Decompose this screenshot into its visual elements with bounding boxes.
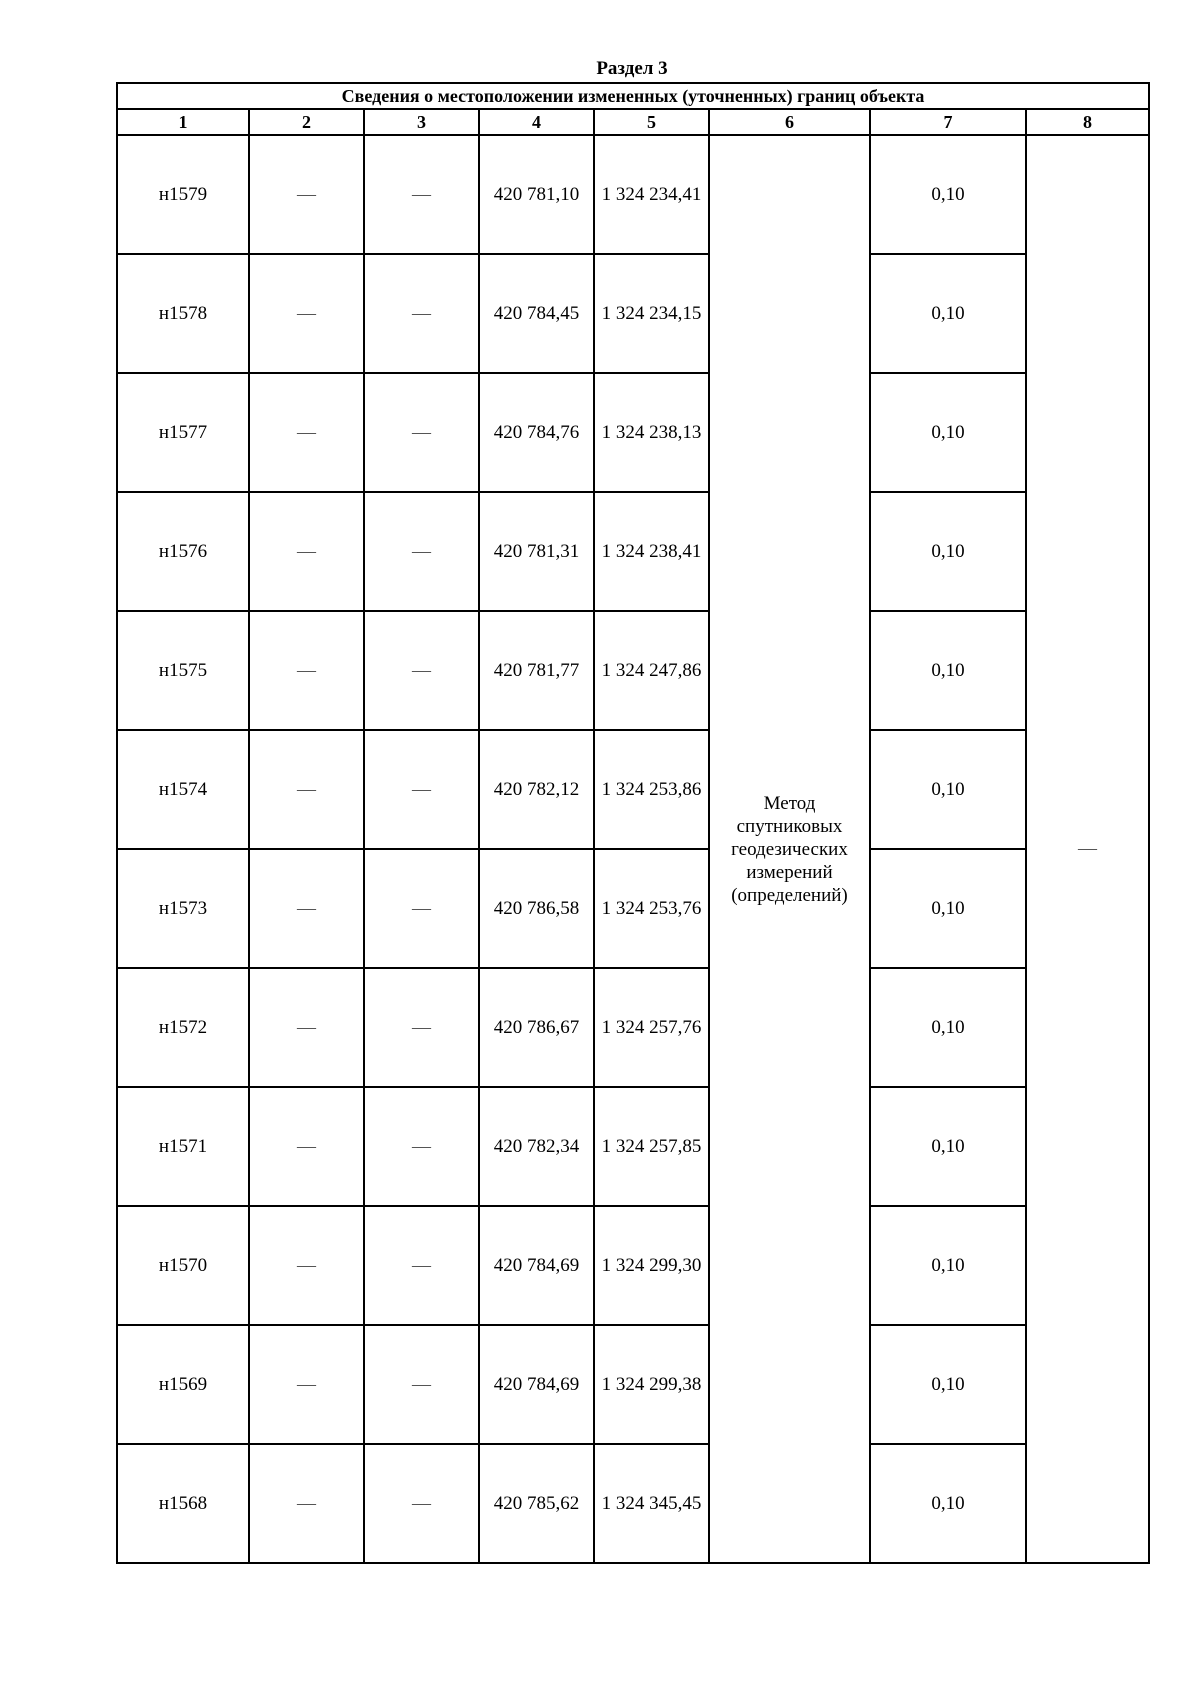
point-number-cell: н1571: [117, 1087, 249, 1206]
y-coordinate-cell: 1 324 234,15: [594, 254, 709, 373]
table-caption-row: [117, 83, 1149, 109]
method-cell: [709, 135, 870, 1563]
accuracy-cell: 0,10: [870, 968, 1026, 1087]
table-row: [117, 849, 1149, 968]
table-caption: Сведения о местоположении измененных (уточненных) границ объекта: [117, 83, 1149, 109]
column-3-cell: —: [364, 1087, 479, 1206]
accuracy-cell: 0,10: [870, 135, 1026, 254]
accuracy-cell: 0,10: [870, 492, 1026, 611]
column-3-cell: —: [364, 730, 479, 849]
accuracy-cell: 0,10: [870, 611, 1026, 730]
column-3-cell: —: [364, 611, 479, 730]
table-row: [117, 611, 1149, 730]
x-coordinate-cell: 420 781,31: [479, 492, 594, 611]
column-2-cell: —: [249, 1444, 364, 1563]
method-line: геодезических: [731, 838, 848, 860]
column-2-cell: —: [249, 135, 364, 254]
table-row: [117, 135, 1149, 254]
column-2-cell: —: [249, 730, 364, 849]
table-row: [117, 1087, 1149, 1206]
column-number: 4: [479, 109, 594, 135]
accuracy-cell: 0,10: [870, 730, 1026, 849]
column-number-row: [117, 109, 1149, 135]
table-row: [117, 1444, 1149, 1563]
accuracy-cell: 0,10: [870, 1325, 1026, 1444]
x-coordinate-cell: 420 782,12: [479, 730, 594, 849]
accuracy-cell: 0,10: [870, 373, 1026, 492]
boundary-coordinates-table: [116, 82, 1150, 1564]
column-2-cell: —: [249, 492, 364, 611]
column-8-cell: —: [1026, 135, 1149, 1563]
y-coordinate-cell: 1 324 299,38: [594, 1325, 709, 1444]
method-line: Метод: [763, 792, 816, 814]
column-2-cell: —: [249, 968, 364, 1087]
x-coordinate-cell: 420 781,77: [479, 611, 594, 730]
y-coordinate-cell: 1 324 247,86: [594, 611, 709, 730]
y-coordinate-cell: 1 324 345,45: [594, 1444, 709, 1563]
table-row: [117, 254, 1149, 373]
point-number-cell: н1575: [117, 611, 249, 730]
y-coordinate-cell: 1 324 253,86: [594, 730, 709, 849]
table-row: [117, 968, 1149, 1087]
x-coordinate-cell: 420 784,69: [479, 1206, 594, 1325]
point-number-cell: н1576: [117, 492, 249, 611]
point-number-cell: н1577: [117, 373, 249, 492]
column-3-cell: —: [364, 135, 479, 254]
table-row: [117, 1206, 1149, 1325]
column-3-cell: —: [364, 968, 479, 1087]
column-number: 7: [870, 109, 1026, 135]
point-number-cell: н1569: [117, 1325, 249, 1444]
column-3-cell: —: [364, 1206, 479, 1325]
point-number-cell: н1573: [117, 849, 249, 968]
point-number-cell: н1568: [117, 1444, 249, 1563]
y-coordinate-cell: 1 324 257,76: [594, 968, 709, 1087]
x-coordinate-cell: 420 786,67: [479, 968, 594, 1087]
column-3-cell: —: [364, 1444, 479, 1563]
y-coordinate-cell: 1 324 234,41: [594, 135, 709, 254]
x-coordinate-cell: 420 785,62: [479, 1444, 594, 1563]
method-line: измерений: [746, 861, 833, 883]
accuracy-cell: 0,10: [870, 1444, 1026, 1563]
table-row: [117, 1325, 1149, 1444]
column-2-cell: —: [249, 1087, 364, 1206]
point-number-cell: н1574: [117, 730, 249, 849]
column-number: 3: [364, 109, 479, 135]
column-number: 1: [117, 109, 249, 135]
table-row: [117, 373, 1149, 492]
accuracy-cell: 0,10: [870, 254, 1026, 373]
y-coordinate-cell: 1 324 253,76: [594, 849, 709, 968]
x-coordinate-cell: 420 784,69: [479, 1325, 594, 1444]
column-3-cell: —: [364, 254, 479, 373]
point-number-cell: н1570: [117, 1206, 249, 1325]
accuracy-cell: 0,10: [870, 1206, 1026, 1325]
column-2-cell: —: [249, 1325, 364, 1444]
column-3-cell: —: [364, 1325, 479, 1444]
column-3-cell: —: [364, 373, 479, 492]
y-coordinate-cell: 1 324 257,85: [594, 1087, 709, 1206]
column-number: 8: [1026, 109, 1149, 135]
point-number-cell: н1579: [117, 135, 249, 254]
section-title: Раздел 3: [596, 58, 668, 79]
column-number: 2: [249, 109, 364, 135]
y-coordinate-cell: 1 324 238,13: [594, 373, 709, 492]
x-coordinate-cell: 420 782,34: [479, 1087, 594, 1206]
table-row: [117, 730, 1149, 849]
x-coordinate-cell: 420 781,10: [479, 135, 594, 254]
column-2-cell: —: [249, 254, 364, 373]
column-2-cell: —: [249, 1206, 364, 1325]
method-line: (определений): [731, 884, 848, 906]
y-coordinate-cell: 1 324 299,30: [594, 1206, 709, 1325]
x-coordinate-cell: 420 784,76: [479, 373, 594, 492]
y-coordinate-cell: 1 324 238,41: [594, 492, 709, 611]
column-3-cell: —: [364, 849, 479, 968]
column-2-cell: —: [249, 373, 364, 492]
column-2-cell: —: [249, 849, 364, 968]
x-coordinate-cell: 420 784,45: [479, 254, 594, 373]
table-row: [117, 492, 1149, 611]
method-line: спутниковых: [736, 815, 843, 837]
point-number-cell: н1578: [117, 254, 249, 373]
column-number: 6: [709, 109, 870, 135]
x-coordinate-cell: 420 786,58: [479, 849, 594, 968]
column-number: 5: [594, 109, 709, 135]
column-2-cell: —: [249, 611, 364, 730]
accuracy-cell: 0,10: [870, 1087, 1026, 1206]
point-number-cell: н1572: [117, 968, 249, 1087]
column-3-cell: —: [364, 492, 479, 611]
accuracy-cell: 0,10: [870, 849, 1026, 968]
